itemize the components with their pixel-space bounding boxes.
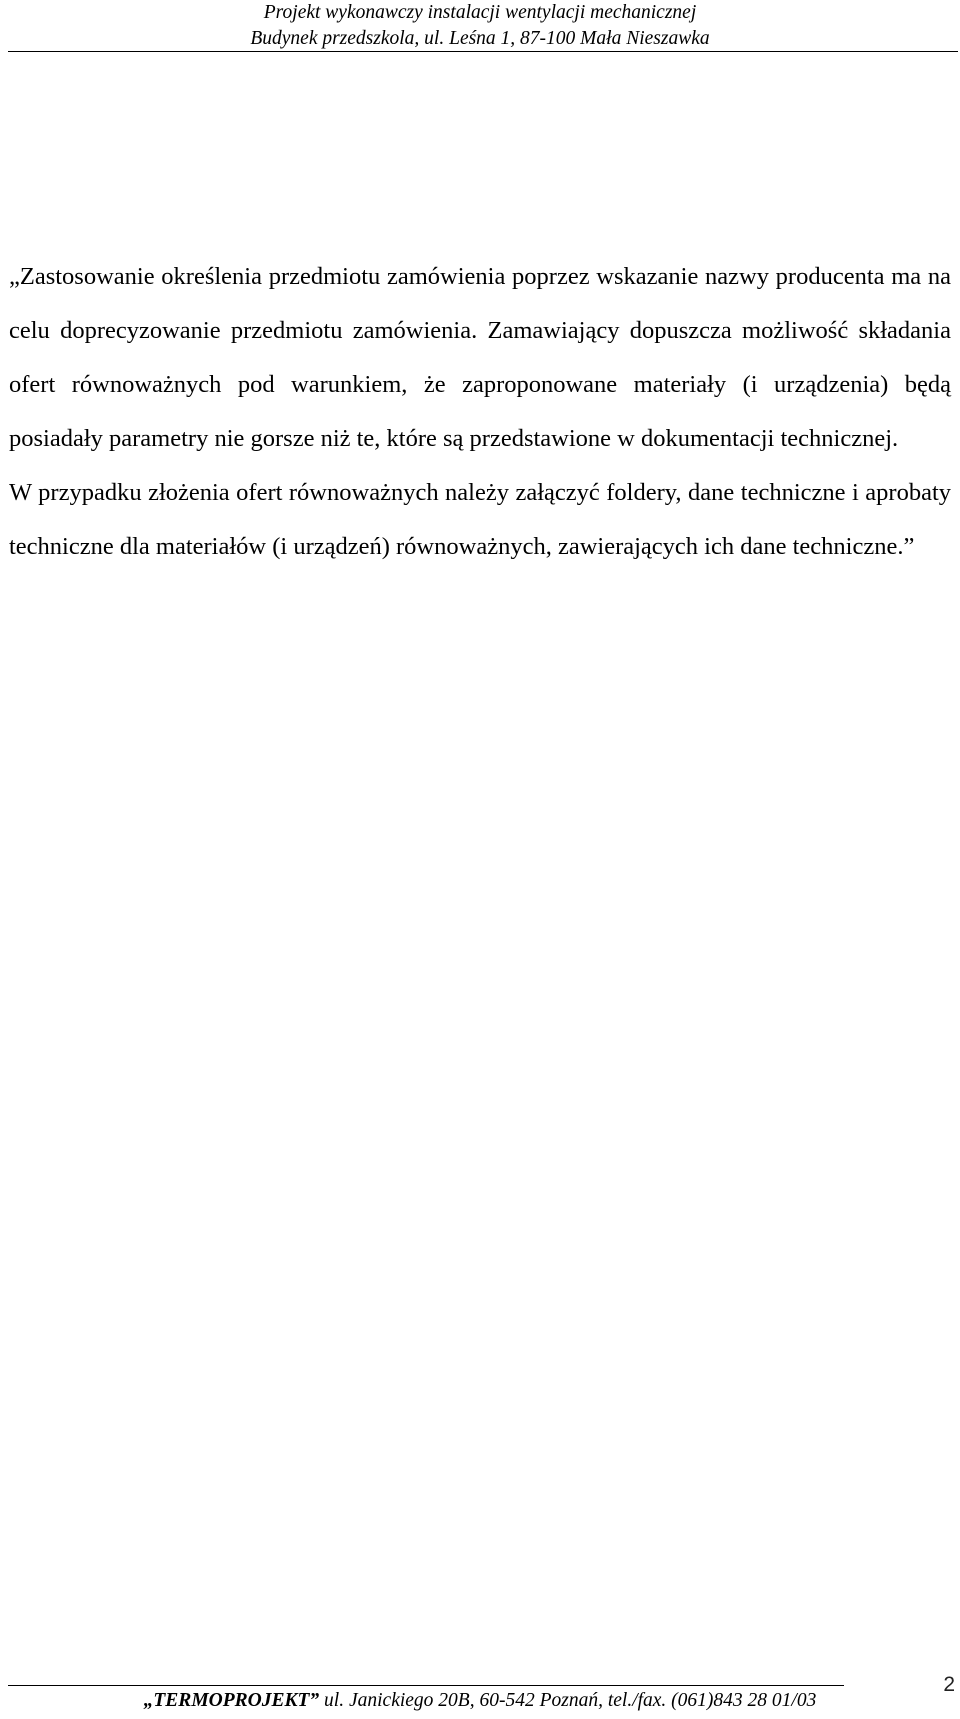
page-footer bbox=[0, 1688, 960, 1714]
footer-divider bbox=[8, 1685, 844, 1686]
footer-company-address: ul. Janickiego 20B, 60-542 Poznań, tel./fax. (061)843 28 01/03 bbox=[319, 1690, 817, 1711]
body-paragraph-1: „Zastosowanie określenia przedmiotu zamówienia poprzez wskazanie nazwy producenta ma na celu doprecyzowanie przedmiotu zamówienia. Zamawiający dopuszcza możliwość składania ofert równoważnych pod warunkiem, że zaproponowane materiały (i urządzenia) będą posiadały parametry nie gorsze niż te, które są przedstawione w dokumentacji technicznej. bbox=[9, 263, 951, 452]
footer-company-name: „TERMOPROJEKT” bbox=[143, 1690, 320, 1711]
page-number: 2 bbox=[943, 1673, 955, 1696]
body-paragraph-2: W przypadku złożenia ofert równoważnych należy załączyć foldery, dane techniczne i aprobaty techniczne dla materiałów (i urządzeń) równoważnych, zawierających ich dane techniczne.” bbox=[9, 479, 951, 560]
document-body bbox=[9, 250, 951, 574]
header-divider bbox=[8, 51, 958, 52]
header-project-title: Projekt wykonawczy instalacji wentylacji mechanicznej bbox=[263, 2, 697, 23]
page-header bbox=[0, 0, 960, 52]
header-building-address: Budynek przedszkola, ul. Leśna 1, 87-100 Mała Nieszawka bbox=[250, 28, 710, 49]
